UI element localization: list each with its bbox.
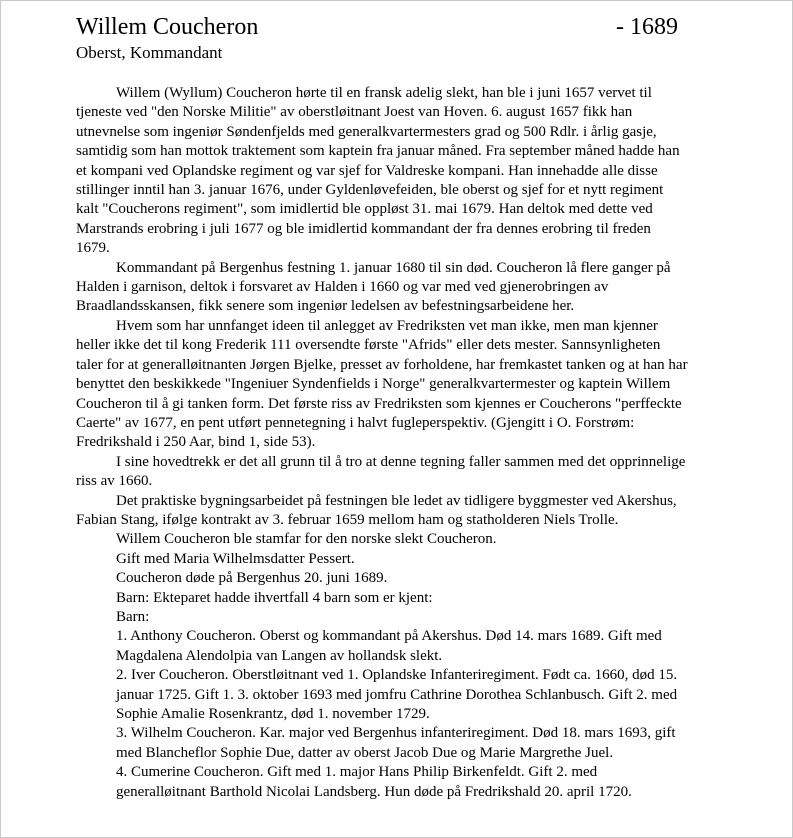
child-entry-1: 1. Anthony Coucheron. Oberst og kommandant på Akershus. Død 14. mars 1689. Gift med Magdalena Alendolpia van Langen av hollandsk slekt.: [116, 628, 662, 664]
death-year: - 1689: [616, 14, 678, 40]
line-death: Coucheron døde på Bergenhus 20. juni 1689.: [116, 570, 388, 587]
paragraph-bergenhus: Kommandant på Bergenhus festning 1. januar 1680 til sin død. Coucheron lå flere ganger på Halden i garnison, deltok i forsvaret av Halden i 1660 og var med ved gjenerobringen av Braadlandsskansen, fikk senere som ingeniør ledelsen av befestningsarbeidene her.: [76, 259, 671, 315]
paragraph-construction: Det praktiske bygningsarbeidet på festningen ble ledet av tidligere byggmester ved Akershus, Fabian Stang, ifølge kontrakt av 3. februar 1659 mellom ham og statholderen Niels Trolle.: [76, 492, 677, 528]
document-header: [76, 12, 678, 42]
child-entry-3: 3. Wilhelm Coucheron. Kar. major ved Bergenhus infanteriregiment. Død 18. mars 1693, gift med Blancheflor Sophie Due, datter av oberst Jacob Due og Marie Margrethe Juel.: [116, 725, 676, 761]
line-ancestor: Willem Coucheron ble stamfar for den norske slekt Coucheron.: [116, 531, 497, 548]
person-title: Oberst, Kommandant: [76, 43, 223, 62]
child-entry-2: 2. Iver Coucheron. Oberstløitnant ved 1. Oplandske Infanteriregiment. Født ca. 1660, død 15. januar 1725. Gift 1. 3. oktober 1693 med jomfru Cathrine Dorothea Schlanbusch. Gift 2. med Sophie Amalie Rosenkrantz, død 1. november 1729.: [116, 667, 678, 722]
paragraph-biography: Willem (Wyllum) Coucheron hørte til en fransk adelig slekt, han ble i juni 1657 vervet til tjeneste ved "den Norske Militie" av oberstløitnant Joest van Hoven. 6. august 1657 fikk han utnevnelse som ingeniør Søndenfjelds med generalkvartermesters grad og 500 Rdlr. i årlig gasje, samtidig som han mottok traktement som kaptein fra januar måned. Fra september måned hadde han et kompani ved Oplandske regiment og var sjef for Valdreske kompani. Han innehadde alle disse stillinger inntil han 3. januar 1676, under Gyldenløvefeiden, ble oberst og sjef for et nytt regiment kalt "Coucherons regiment", som imidlertid ble oppløst 31. mai 1679. Han deltok med dette ved Marstrands erobring i juli 1677 og ble imidlertid kommandant der fra dennes erobring til freden 1679.: [76, 85, 680, 257]
paragraph-drawing: I sine hovedtrekk er det all grunn til å tro at denne tegning faller sammen med det opprinnelige riss av 1660.: [76, 453, 686, 490]
paragraph-fredriksten: Hvem som har unnfanget ideen til anlegget av Fredriksten vet man ikke, men man kjenner heller ikke det til kong Frederik 111 oversendte første "Afrids" eller dets mester. Sannsynligheten taler for at generalløitnanten Jørgen Bjelke, presset av forholdene, har fremkastet tanken og at han har benyttet den beskikkede "Ingeniuer Syndenfields i Norge" generalkvartermester og kaptein Willem Coucheron til å gi tanken form. Det første riss av Fredriksten som kjennes er Coucherons "perffeckte Caerte" av 1677, en pent utført pennetegning i halvt fugleperspektiv. (Gjengitt i O. Forstrøm: Fredrikshald i 250 Aar, bind 1, side 53).: [76, 317, 688, 451]
line-married: Gift med Maria Wilhelmsdatter Pessert.: [116, 550, 355, 567]
document-body: [76, 84, 688, 802]
line-children-intro: Barn: Ekteparet hadde ihvertfall 4 barn som er kjent:: [116, 589, 433, 606]
line-children-heading: Barn:: [116, 608, 150, 625]
person-name: Willem Coucheron: [76, 14, 259, 40]
child-entry-4: 4. Cumerine Coucheron. Gift med 1. major Hans Philip Birkenfeldt. Gift 2. med generalløitnant Barthold Nicolai Landsberg. Hun døde på Fredrikshald 20. april 1720.: [116, 764, 632, 800]
